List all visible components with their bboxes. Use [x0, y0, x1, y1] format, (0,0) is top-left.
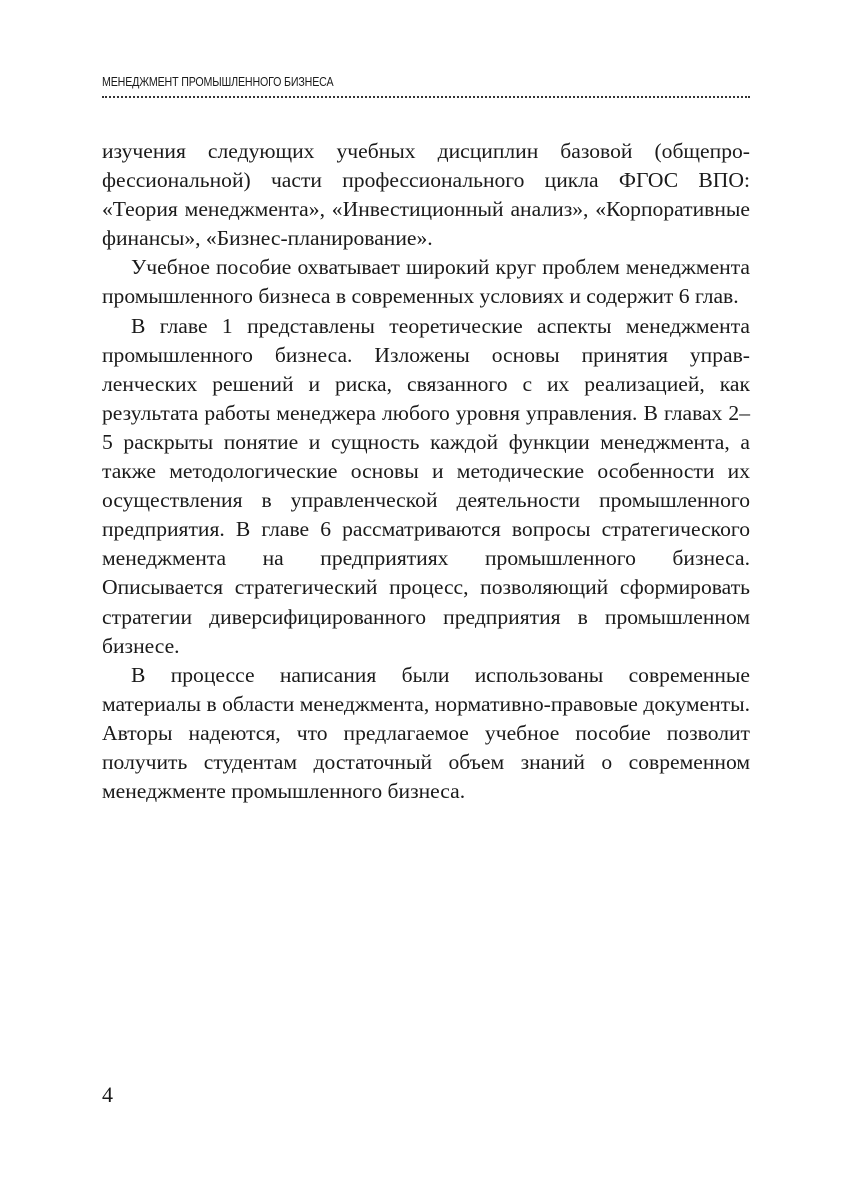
- paragraph-2: Учебное пособие охватывает широкий круг проблем менеджмента промышленного бизнеса в современных условиях и содержит 6 глав.: [102, 255, 750, 309]
- page-number: 4: [102, 1082, 113, 1107]
- body-text: [102, 137, 750, 806]
- paragraph-4: В процессе написания были использованы современные материалы в области менеджмента, нормативно-правовые документы. Авторы надеются, что предлагаемое учебное пособие позволит получить студентам достаточный объем знаний о современном менеджменте промышленного бизнеса.: [102, 662, 750, 804]
- paragraph-3: В главе 1 представлены теоретические аспекты менеджмента промышленного бизнеса. Изложены основы принятия управленческих решений и риска, связанного с их реализацией, как результата работы менеджера любого уровня управления. В главах 2–5 раскрыты понятие и сущность каждой функции менеджмента, а также методологические основы и методические особенности их осуществления в управленческой деятельности промышленного предприятия. В главе 6 рассматриваются вопросы стратегического менеджмента на предприятиях промышленного бизнеса. Описывается стратегический процесс, позволяющий сформировать стратегии диверсифицированного предприятия в промышленном бизнесе.: [102, 313, 750, 658]
- paragraph-1: изучения следующих учебных дисциплин базовой (общепрофессиональной) части профессионального цикла ФГОС ВПО: «Теория менеджмента», «Инвестиционный анализ», «Корпоративные финансы», «Бизнес-планирование».: [102, 139, 750, 251]
- running-head-title: МЕНЕДЖМЕНТ ПРОМЫШЛЕННОГО БИЗНЕСА: [102, 74, 334, 89]
- header-dotted-rule: [102, 96, 750, 98]
